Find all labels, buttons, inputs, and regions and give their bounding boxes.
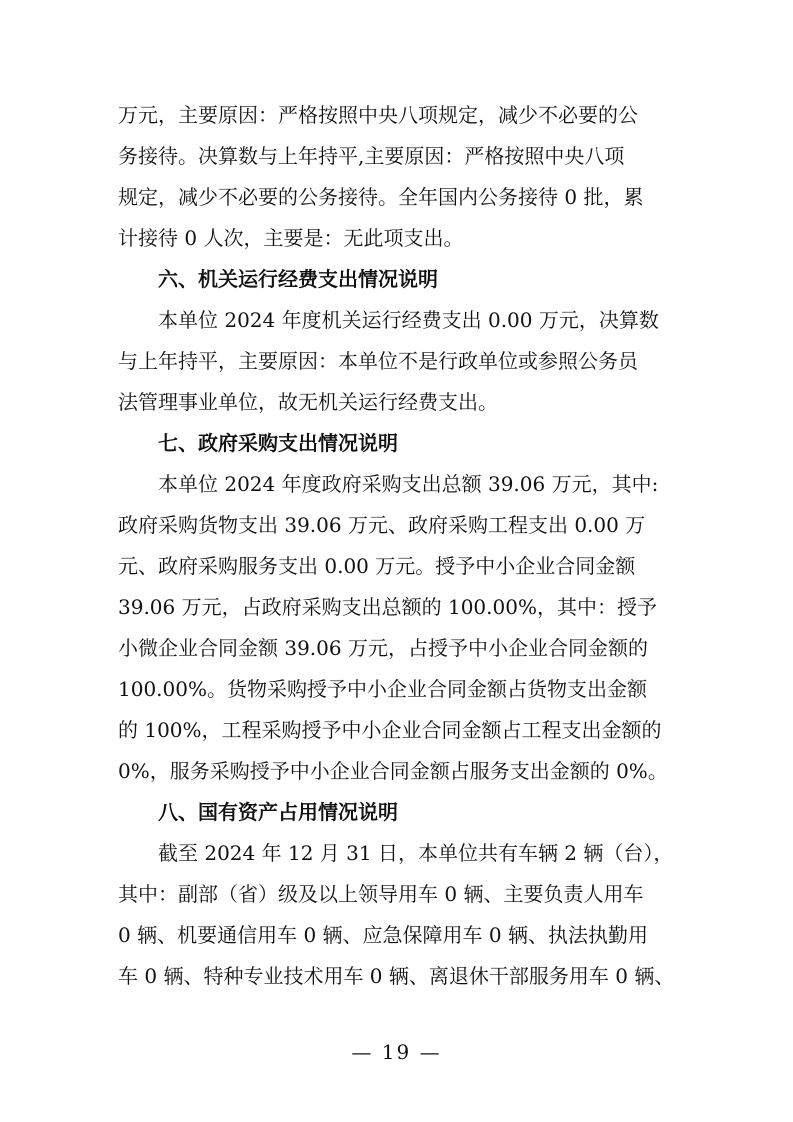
text-line: 车 0 辆、特种专业技术用车 0 辆、离退休干部服务用车 0 辆、 [118,964,675,988]
text-line: 39.06 万元，占政府采购支出总额的 100.00%，其中：授予 [118,595,657,619]
text-line: 元、政府采购服务支出 0.00 万元。授予中小企业合同金额 [118,554,636,578]
paragraph-official-reception [118,95,678,259]
paragraph-state-assets [118,833,678,997]
document-body [118,95,678,997]
paragraph-operating-expenses [118,300,678,423]
text-line: 100.00%。货物采购授予中小企业合同金额占货物支出金额 [118,677,647,701]
paragraph-government-procurement [118,464,678,792]
text-line: 本单位 2024 年度政府采购支出总额 39.06 万元，其中: [158,472,659,496]
text-line: 本单位 2024 年度机关运行经费支出 0.00 万元，决算数 [158,308,659,332]
text-line: 政府采购货物支出 39.06 万元、政府采购工程支出 0.00 万 [118,513,646,537]
text-line: 法管理事业单位，故无机关运行经费支出。 [118,390,498,414]
text-line: 务接待。决算数与上年持平,主要原因：严格按照中央八项 [118,144,625,168]
text-line: 小微企业合同金额 39.06 万元，占授予中小企业合同金额的 [118,636,648,660]
text-line: 的 100%，工程采购授予中小企业合同金额占工程支出金额的 [118,718,662,742]
text-line: 其中：副部（省）级及以上领导用车 0 辆、主要负责人用车 [118,882,644,906]
text-line: 截至 2024 年 12 月 31 日，本单位共有车辆 2 辆（台）， [158,841,674,865]
section-heading-operating-expenses: 六、机关运行经费支出情况说明 [158,267,438,291]
text-line: 万元，主要原因：严格按照中央八项规定，减少不必要的公 [118,103,638,127]
text-line: 规定，减少不必要的公务接待。全年国内公务接待 0 批，累 [118,185,644,209]
text-line: 与上年持平，主要原因：本单位不是行政单位或参照公务员 [118,349,638,373]
section-heading-government-procurement: 七、政府采购支出情况说明 [158,431,398,455]
text-line: 0 辆、机要通信用车 0 辆、应急保障用车 0 辆、执法执勤用 [118,923,648,947]
text-line: 计接待 0 人次，主要是：无此项支出。 [118,226,464,250]
section-heading-state-assets: 八、国有资产占用情况说明 [158,800,398,824]
text-line: 0%，服务采购授予中小企业合同金额占服务支出金额的 0%。 [118,759,668,783]
page-number: — 19 — [351,1040,442,1064]
